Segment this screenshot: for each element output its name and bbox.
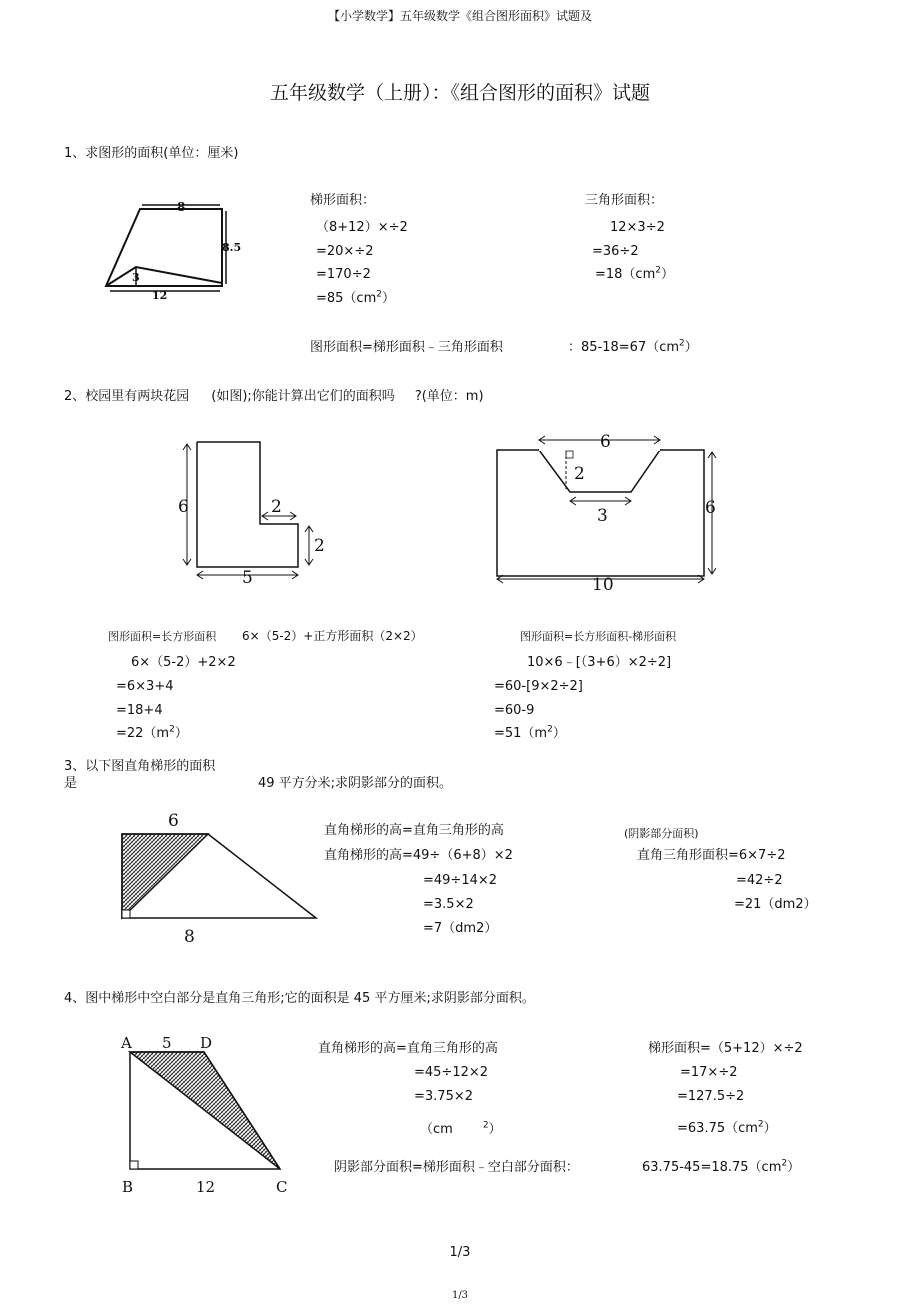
q3-label-bottom: 8: [184, 927, 195, 947]
q4-right-line: =127.5÷2: [677, 1089, 745, 1104]
q3-mid-line: =7（dm2）: [423, 921, 498, 936]
q1-tri-line: =36÷2: [592, 244, 639, 259]
q2-left-line: 6×（5-2）+2×2: [131, 655, 236, 670]
q2-r-label-depth: 2: [574, 464, 585, 484]
page-number-small: 1/3: [451, 1290, 469, 1301]
q1-question: 1、求图形的面积(单位：厘米): [64, 146, 239, 161]
q4-mid-line: =45÷12×2: [414, 1065, 489, 1080]
q2-right-line: =60-[9×2÷2]: [494, 679, 583, 694]
q3-mid-line: 直角梯形的高=49÷（6+8）×2: [324, 848, 513, 863]
q4-shaded-triangle: [130, 1052, 280, 1169]
q3-right-line: 直角三角形面积=6×7÷2: [637, 848, 786, 863]
q3-mid-line: =3.5×2: [423, 897, 474, 912]
q1-label-height: 8.5: [222, 241, 242, 254]
q2-left-formula-2: 6×（5-2）+正方形面积（2×2）: [242, 629, 423, 643]
q2-figure-right: [490, 430, 730, 595]
q2-l-label-h: 6: [178, 497, 189, 517]
q3-right-title: (阴影部分面积): [624, 827, 699, 840]
q4-result: 阴影部分面积=梯形面积﹣空白部分面积：: [334, 1160, 579, 1175]
q2-r-label-bottom: 10: [592, 575, 614, 595]
q1-figure: [100, 195, 240, 305]
q4-label-top: 5: [162, 1034, 172, 1052]
q3-right-line: =42÷2: [736, 873, 783, 888]
page-number: 1/3: [449, 1245, 471, 1260]
q2-r-label-inner: 3: [597, 506, 608, 526]
q2-l-shape: [197, 442, 298, 567]
q1-inner-triangle: [106, 267, 222, 286]
q4-label-C: C: [276, 1178, 288, 1196]
q3-mid-line: =49÷14×2: [423, 873, 498, 888]
q3-shaded-triangle: [122, 834, 208, 918]
q3-figure: [110, 808, 320, 948]
q3-question-b: 是: [64, 776, 78, 791]
q4-right-line: $=63.75(cm^2)$: [677, 1119, 777, 1136]
q2-question: 2、校园里有两块花园 (如图);你能计算出它们的面积吗 ?(单位：m): [64, 389, 484, 404]
q4-right-line: 梯形面积=（5+12）×÷2: [648, 1041, 803, 1056]
q3-question-c: 49 平方分米;求阴影部分的面积。: [258, 776, 453, 791]
q1-trap-line: =170÷2: [316, 267, 371, 282]
q2-figure-left: [178, 438, 338, 588]
q1-tri-line: 12×3÷2: [610, 220, 665, 235]
q4-label-D: D: [200, 1034, 213, 1052]
q1-trap-line: =20×÷2: [316, 244, 374, 259]
q4-figure: [118, 1032, 318, 1202]
q4-result-value: $63.75-45=18.75(cm^2)$: [642, 1158, 801, 1175]
q4-right-line: =17×÷2: [680, 1065, 738, 1080]
q2-left-line: =18+4: [116, 703, 163, 718]
q1-trap-line: （8+12）×÷2: [316, 220, 408, 235]
q1-tri-title: 三角形面积：: [585, 193, 664, 208]
q1-result-value: ：$85-18=67(cm^2)$: [568, 338, 698, 355]
q1-label-top: 8: [177, 200, 186, 214]
q4-label-B: B: [122, 1178, 134, 1196]
q4-question: 4、图中梯形中空白部分是直角三角形;它的面积是 45 平方厘米;求阴影部分面积。: [64, 991, 535, 1006]
q4-mid-line: （cm $^2$）: [420, 1120, 502, 1137]
q2-trapezoid-cut: [539, 450, 660, 492]
page-header: 【小学数学】五年级数学《组合图形面积》试题及: [327, 9, 592, 23]
q2-l-label-steph: 2: [314, 536, 325, 556]
page-title: 五年级数学（上册）：《组合图形的面积》试题: [269, 82, 650, 104]
q4-label-A: A: [121, 1034, 132, 1052]
q4-mid-line: =3.75×2: [414, 1089, 474, 1104]
q3-right-line: =21（dm2）: [734, 897, 817, 912]
q1-trap-line: $=85(cm^2)$: [316, 289, 395, 306]
q1-trap-title: 梯形面积：: [310, 193, 376, 208]
q1-label-tri-height: 3: [132, 271, 140, 284]
q4-label-bottom: 12: [196, 1178, 216, 1196]
q2-left-line: =6×3+4: [116, 679, 174, 694]
q2-right-line: $=51(m^2)$: [494, 724, 566, 741]
q2-right-line: 10×6﹣[（3+6）×2÷2]: [527, 655, 672, 670]
q2-right-formula: 图形面积=长方形面积-梯形面积: [520, 630, 677, 643]
q3-mid-line: 直角梯形的高=直角三角形的高: [324, 823, 504, 838]
q3-question-a: 3、以下图直角梯形的面积: [64, 759, 216, 774]
q4-mid-line: 直角梯形的高=直角三角形的高: [318, 1041, 498, 1056]
q1-label-bottom: 12: [152, 289, 168, 302]
q2-left-line: $=22(m^2)$: [116, 724, 188, 741]
q2-l-label-bottom: 5: [242, 568, 253, 588]
q1-result: 图形面积=梯形面积﹣三角形面积: [310, 340, 503, 355]
q3-label-top: 6: [168, 811, 179, 831]
q2-right-line: =60-9: [494, 703, 535, 718]
q2-r-label-top: 6: [600, 432, 611, 452]
q2-r-label-h: 6: [705, 498, 716, 518]
q2-l-label-stepw: 2: [271, 497, 282, 517]
q1-tri-line: $=18(cm^2)$: [595, 265, 674, 282]
q2-left-formula: 图形面积=长方形面积: [108, 630, 217, 643]
